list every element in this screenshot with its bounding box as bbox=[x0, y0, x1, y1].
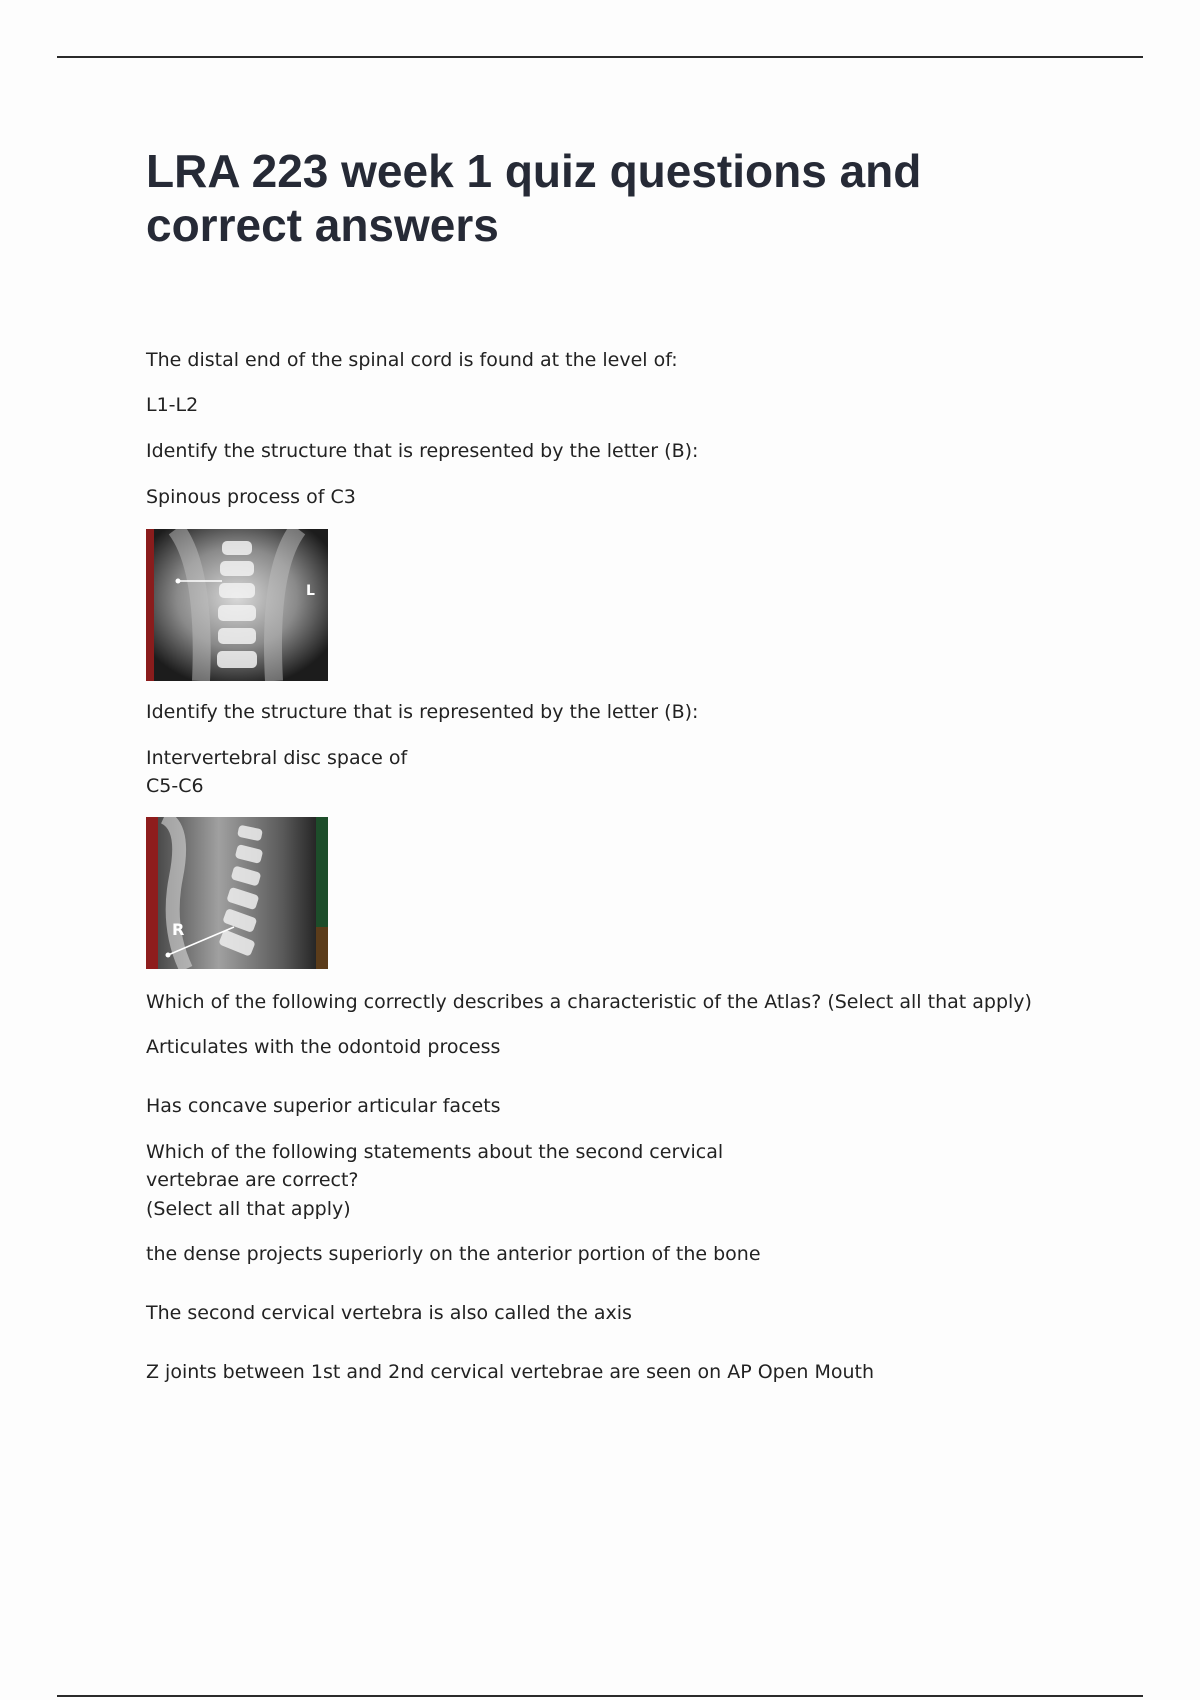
xray-ap-cervical-image bbox=[146, 529, 328, 681]
answer-3-line-2: C5-C6 bbox=[146, 775, 204, 797]
question-5-line-1: Which of the following statements about the second cervical bbox=[146, 1141, 724, 1163]
question-1: The distal end of the spinal cord is found at the level of: bbox=[146, 349, 678, 371]
xray-marker-l: L bbox=[306, 583, 315, 599]
answer-5-2: The second cervical vertebra is also called the axis bbox=[146, 1302, 632, 1324]
xray-marker-r: R bbox=[172, 920, 185, 939]
answer-4-1: Articulates with the odontoid process bbox=[146, 1036, 501, 1058]
question-3: Identify the structure that is represented by the letter (B): bbox=[146, 701, 699, 723]
answer-4-2: Has concave superior articular facets bbox=[146, 1095, 501, 1117]
answer-5-1: the dense projects superiorly on the anterior portion of the bone bbox=[146, 1243, 761, 1265]
page-title: LRA 223 week 1 quiz questions and correct answers bbox=[146, 145, 922, 251]
answer-3-line-1: Intervertebral disc space of bbox=[146, 747, 408, 769]
xray-lateral-cervical-image bbox=[146, 817, 328, 969]
top-rule bbox=[57, 56, 1143, 58]
question-5-line-3: (Select all that apply) bbox=[146, 1198, 351, 1220]
question-4: Which of the following correctly describes a characteristic of the Atlas? (Select all that apply) bbox=[146, 991, 1032, 1013]
answer-2: Spinous process of C3 bbox=[146, 486, 356, 508]
question-2: Identify the structure that is represented by the letter (B): bbox=[146, 440, 699, 462]
answer-1: L1-L2 bbox=[146, 394, 199, 416]
bottom-rule bbox=[57, 1695, 1143, 1697]
answer-5-3: Z joints between 1st and 2nd cervical vertebrae are seen on AP Open Mouth bbox=[146, 1361, 875, 1383]
question-5-line-2: vertebrae are correct? bbox=[146, 1169, 359, 1191]
